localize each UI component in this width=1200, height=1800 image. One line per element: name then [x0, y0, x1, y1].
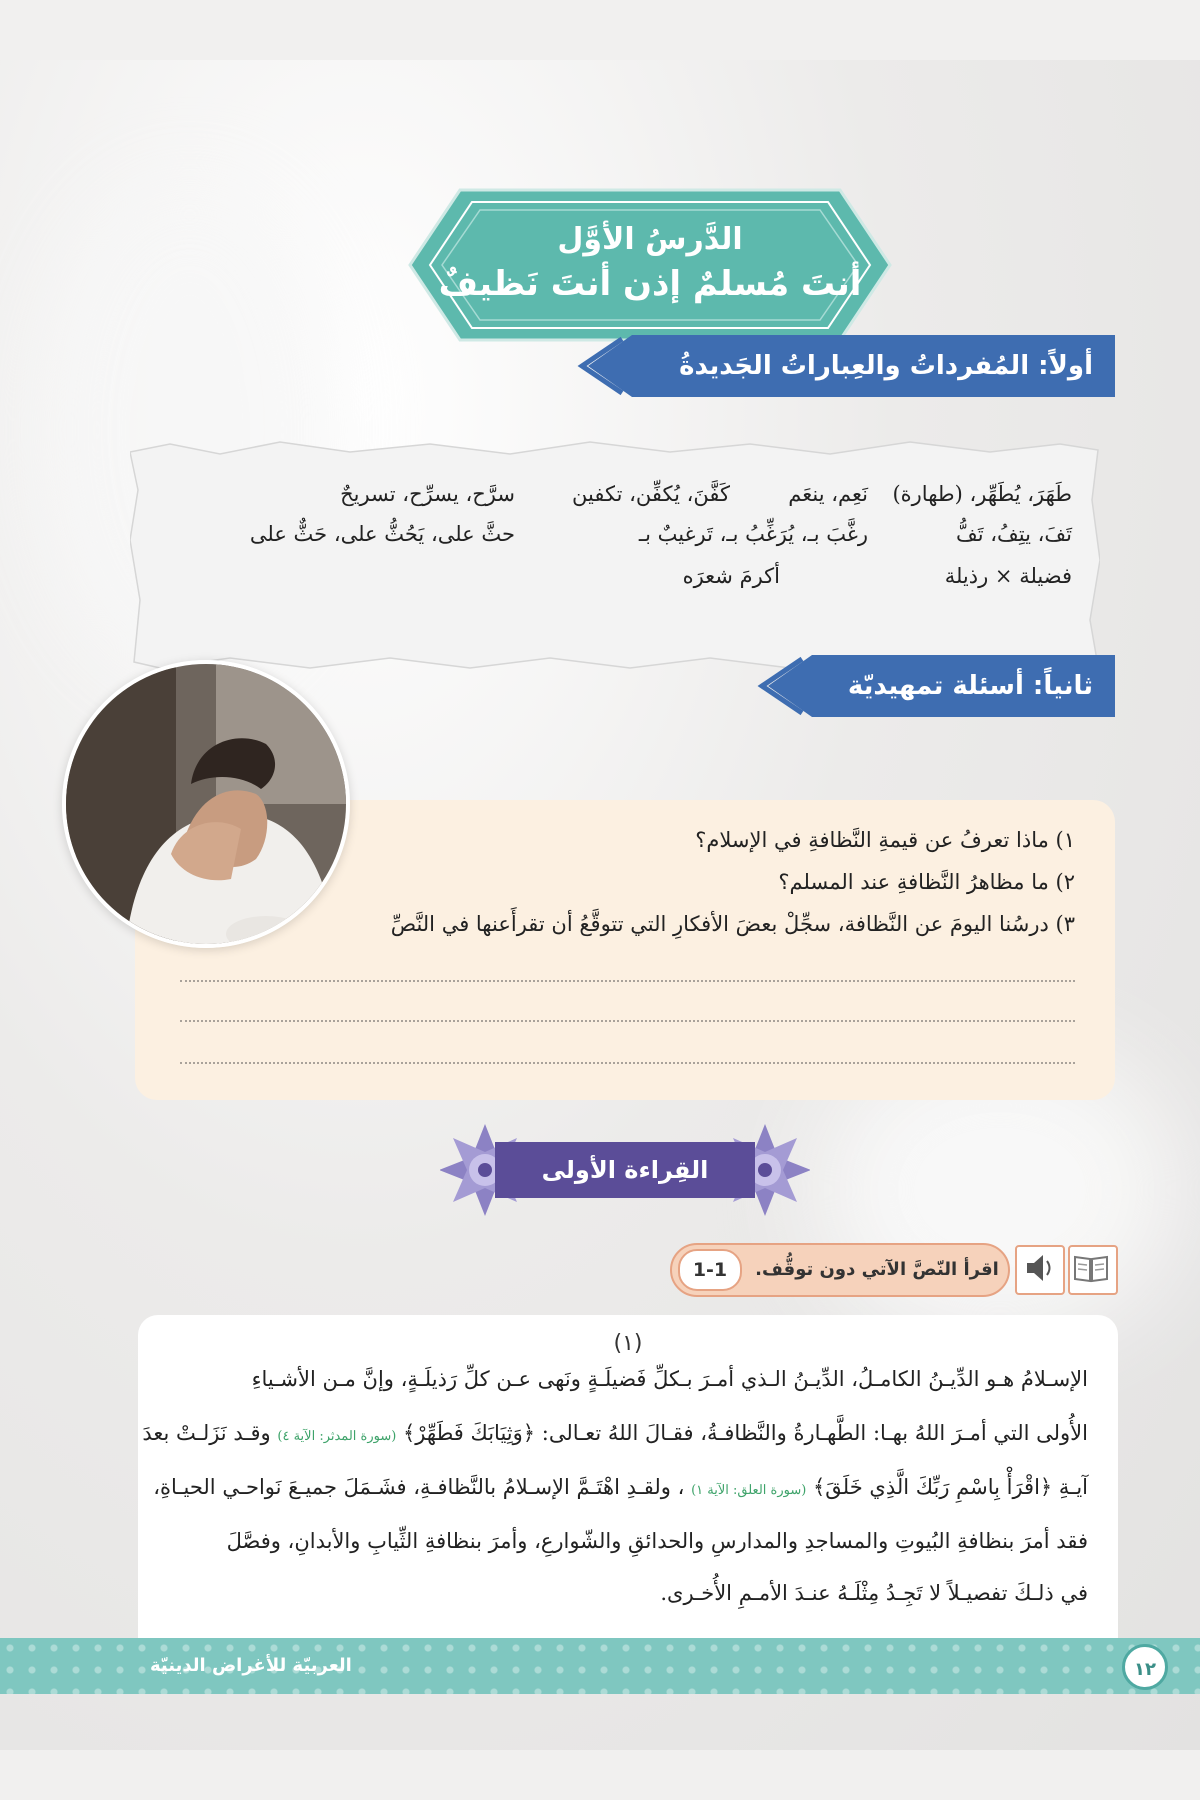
section-questions-header — [750, 655, 1115, 717]
quran-reference: (سورة العلق: الآية ١) — [691, 1483, 807, 1498]
photo-man-washing-face — [62, 660, 350, 948]
vocab-item: نَعِم، ينعَم — [788, 482, 868, 506]
passage-text: ، ولقـدِ اهْتَـمَّ الإسـلامُ بالنَّظافـةِ، فشَـمَلَ جميـعَ نَواحـي الحيـاةِ، — [153, 1475, 685, 1499]
vocab-item: رغَّبَ بـ، يُرَغِّبُ بـ، تَرغيبٌ بـ — [638, 522, 868, 546]
vocab-item: أكرمَ شعرَه — [682, 564, 780, 588]
passage-text: وقـد نَزَلـتْ بعدَ — [142, 1421, 271, 1445]
lesson-title: أنتَ مُسلمٌ إذن أنتَ نَظيفٌ — [438, 264, 862, 304]
answer-line[interactable] — [180, 1062, 1075, 1064]
lesson-number: الدَّرسُ الأوَّل — [557, 222, 743, 257]
instruction-text: اقرأ النّصَّ الآتي دون توقُّف. — [755, 1259, 999, 1280]
page-number: ١٢ — [1122, 1644, 1168, 1690]
question-item: ٣) درسُنا اليومَ عن النَّظافة، سجِّلْ بعضَ الأفكارِ التي تتوقَّعُ أن تقرأَعنها في النَّصِّ — [390, 912, 1075, 936]
torn-paper-shape — [130, 440, 1100, 670]
vocab-item: فضيلة × رذيلة — [944, 564, 1072, 588]
first-reading-banner — [440, 1120, 810, 1220]
activity-code: 1-1 — [678, 1249, 742, 1291]
paragraph-number: (١) — [613, 1331, 643, 1356]
passage-line — [153, 1475, 1088, 1499]
question-item: ١) ماذا تعرفُ عن قيمةِ النَّظافةِ في الإسلام؟ — [695, 828, 1075, 852]
section-vocab-title: أولاً: المُفرداتُ والعِباراتُ الجَديدةُ — [655, 335, 1115, 397]
vocab-item: تَفَ، يتِفُ، تَفُّ — [956, 522, 1072, 546]
passage-line: في ذلـكَ تفصيـلاً لا تَجِـدُ مِثْلَـهُ عنـدَ الأمـمِ الأُخـرى. — [660, 1581, 1088, 1605]
question-item: ٢) ما مظاهرُ النَّظافةِ عند المسلم؟ — [778, 870, 1075, 894]
answer-line[interactable] — [180, 1020, 1075, 1022]
book-icon[interactable] — [1068, 1245, 1118, 1295]
section-vocab-header — [570, 335, 1115, 397]
passage-line: فقد أمرَ بنظافةِ البُيوتِ والمساجدِ والمدارسِ والحدائقِ والشّوارعِ، وأمرَ بنظافةِ الثِّيابِ والأبدانِ، وفصَّلَ — [226, 1529, 1088, 1553]
vocab-item: حثَّ على، يَحُثُّ على، حَثٌّ على — [249, 522, 515, 546]
footer-strip — [0, 1638, 1200, 1694]
reading-passage — [138, 1315, 1118, 1660]
quran-reference: (سورة المدثر: الآية ٤) — [277, 1429, 397, 1444]
reading-instruction — [670, 1243, 1118, 1297]
passage-line — [142, 1421, 1088, 1445]
vocab-item: طَهَرَ، يُطَهِّر، (طهارة) — [892, 482, 1072, 506]
passage-text: آيـةِ ﴿اقْرَأْ بِاسْمِ رَبِّكَ الَّذِي خَلَقَ﴾ — [812, 1475, 1088, 1499]
speaker-icon[interactable] — [1015, 1245, 1065, 1295]
vocab-card — [130, 440, 1100, 670]
passage-line: الإسـلامُ هـو الدِّيـنُ الكامـلُ، الدِّيـنُ الـذي أمـرَ بـكلِّ فَضيلَـةٍ ونَهى عـن كلِّ رَذيلَـةٍ، وإنَّ مـن الأشـياءِ — [251, 1367, 1088, 1391]
vocab-item: سرَّح، يسرِّح، تسريحٌ — [340, 482, 515, 506]
passage-text: الأُولى التي أمـرَ اللهُ بهـا: الطَّهـارةُ والنَّظافـةُ، فقـالَ اللهُ تعـالى: ﴿وَثِيَابَكَ فَطَهِّرْ﴾ — [403, 1421, 1088, 1445]
section-questions-title: ثانياً: أسئلة تمهيديّة — [835, 655, 1115, 717]
page — [0, 60, 1200, 1750]
vocab-item: كَفَّنَ، يُكفِّن، تكفين — [572, 482, 730, 506]
answer-line[interactable] — [180, 980, 1075, 982]
book-title: العربيّة للأغراض الدينيّة — [150, 1655, 352, 1676]
reading-title: القِراءة الأولى — [495, 1142, 755, 1198]
